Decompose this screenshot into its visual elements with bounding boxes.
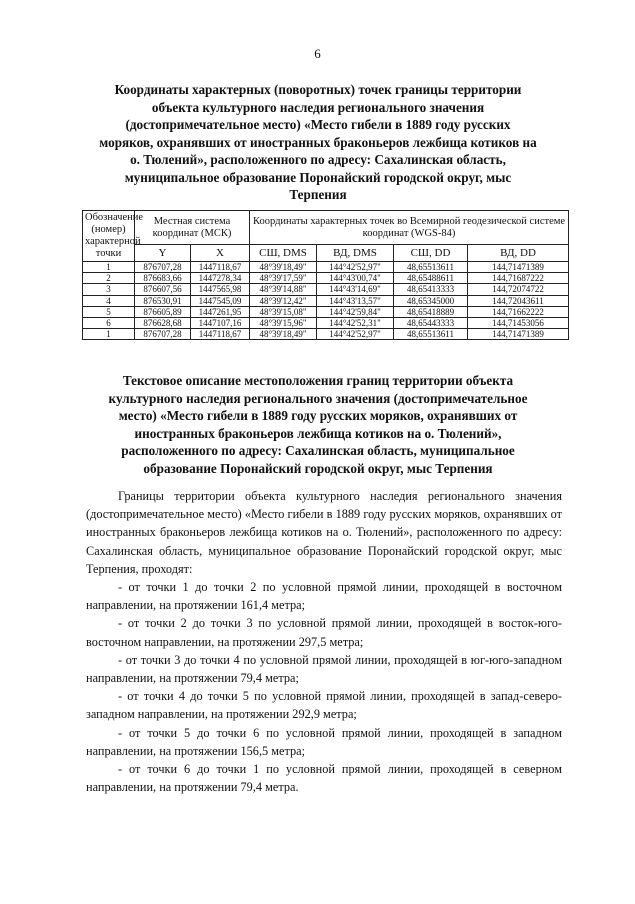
cell-lat-dms: 48°39'14,88" bbox=[250, 284, 317, 295]
boundary-segment: - от точки 3 до точки 4 по условной прямой линии, проходящей в юг-юго-западном направлении, на протяжении 79,4 метра; bbox=[86, 652, 562, 686]
heading-line: Терпения bbox=[289, 187, 347, 202]
cell-x: 876707,28 bbox=[135, 262, 191, 273]
subheader-y: X bbox=[191, 245, 250, 262]
subheader-lon-dd: ВД, DD bbox=[468, 245, 569, 262]
cell-lat-dd: 48,65413333 bbox=[394, 284, 468, 295]
cell-lat-dms: 48°39'12,42" bbox=[250, 295, 317, 306]
subheader-lon-dms: ВД, DMS bbox=[317, 245, 394, 262]
page-number: 6 bbox=[314, 46, 321, 61]
table-row bbox=[83, 273, 569, 284]
cell-y: 1447545,09 bbox=[191, 295, 250, 306]
subheader-lat-dms: СШ, DMS bbox=[250, 245, 317, 262]
cell-lon-dms: 144°43'00,74" bbox=[317, 273, 394, 284]
cell-lon-dd: 144,71471389 bbox=[468, 329, 569, 340]
boundary-segment: - от точки 2 до точки 3 по условной прямой линии, проходящей в восток-юго-восточном направлении, на протяжении 297,5 метра; bbox=[86, 616, 562, 649]
heading-line: место) «Место гибели в 1889 году русских моряков, охранявших от bbox=[118, 408, 518, 423]
boundary-segment: - от точки 6 до точки 1 по условной прямой линии, проходящей в северном направлении, на протяжении 79,4 метра. bbox=[86, 762, 562, 795]
boundary-segment: - от точки 1 до точки 2 по условной прямой линии, проходящей в восточном направлении, на протяжении 161,4 метра; bbox=[86, 580, 562, 613]
cell-lon-dd: 144,71662222 bbox=[468, 306, 569, 317]
cell-point: 5 bbox=[83, 306, 135, 317]
cell-y: 1447565,98 bbox=[191, 284, 250, 295]
heading-line: иностранных браконьеров лежбища котиков на о. Тюлений», bbox=[134, 425, 502, 441]
cell-point: 1 bbox=[83, 329, 135, 340]
text-description-heading bbox=[78, 372, 558, 477]
boundary-description bbox=[86, 487, 562, 796]
cell-x: 876683,66 bbox=[135, 273, 191, 284]
cell-lat-dd: 48,65488611 bbox=[394, 273, 468, 284]
cell-lon-dd: 144,71471389 bbox=[468, 262, 569, 273]
coordinates-table bbox=[82, 210, 569, 340]
cell-lat-dms: 48°39'15,08" bbox=[250, 306, 317, 317]
cell-point: 2 bbox=[83, 273, 135, 284]
cell-lon-dd: 144,71687222 bbox=[468, 273, 569, 284]
cell-lat-dd: 48,65418889 bbox=[394, 306, 468, 317]
cell-y: 1447107,16 bbox=[191, 318, 250, 329]
cell-point: 4 bbox=[83, 295, 135, 306]
cell-lon-dd: 144,71453056 bbox=[468, 318, 569, 329]
header-point-designation: Обозначение (номер) характерной точки bbox=[83, 211, 135, 262]
cell-x: 876607,56 bbox=[135, 284, 191, 295]
subheader-lat-dd: СШ, DD bbox=[394, 245, 468, 262]
cell-lon-dd: 144,72043611 bbox=[468, 295, 569, 306]
boundary-segment: - от точки 5 до точки 6 по условной прямой линии, проходящей в западном направлении, на протяжении 156,5 метра; bbox=[86, 725, 562, 758]
cell-lon-dms: 144°43'13,57" bbox=[317, 295, 394, 306]
cell-lon-dms: 144°42'52,31" bbox=[317, 318, 394, 329]
table-row bbox=[83, 295, 569, 306]
table-row bbox=[83, 329, 569, 340]
cell-point: 1 bbox=[83, 262, 135, 273]
cell-y: 1447278,34 bbox=[191, 273, 250, 284]
cell-lon-dms: 144°42'52,97" bbox=[317, 262, 394, 273]
cell-lat-dms: 48°39'18,49" bbox=[250, 329, 317, 340]
cell-x: 876605,89 bbox=[135, 306, 191, 317]
cell-lat-dms: 48°39'18,49" bbox=[250, 262, 317, 273]
heading-line: муниципальное образование Поронайский городской округ, мыс bbox=[124, 169, 512, 185]
cell-lon-dd: 144,72074722 bbox=[468, 284, 569, 295]
cell-y: 1447261,95 bbox=[191, 306, 250, 317]
table-header-row bbox=[83, 211, 569, 245]
cell-lat-dms: 48°39'15,96" bbox=[250, 318, 317, 329]
boundary-segment: - от точки 4 до точки 5 по условной прямой линии, проходящей в запад-северо-западном направлении, на протяжении 292,9 метра; bbox=[86, 689, 562, 722]
heading-line: культурного наследия регионального значения (достопримечательное bbox=[108, 390, 528, 406]
intro-paragraph: Границы территории объекта культурного наследия регионального значения (достопримечательное место) «Место гибели в 1889 году русских моряков, охранявших от иностранных браконьеров лежбища котиков на о. Тюлений», расположенного по адресу: Сахалинская область, муниципальное образование Поронайский городской округ, мыс Терпения, проходят: bbox=[86, 489, 562, 576]
cell-point: 6 bbox=[83, 318, 135, 329]
cell-lat-dd: 48,65513611 bbox=[394, 329, 468, 340]
cell-lat-dd: 48,65513611 bbox=[394, 262, 468, 273]
heading-line: о. Тюлений», расположенного по адресу: Сахалинская область, bbox=[130, 152, 506, 167]
table-row bbox=[83, 284, 569, 295]
table-subheader-row bbox=[83, 245, 569, 262]
table-row bbox=[83, 306, 569, 317]
cell-lon-dms: 144°42'59,84" bbox=[317, 306, 394, 317]
coordinates-heading bbox=[78, 81, 558, 204]
header-wgs84: Координаты характерных точек во Всемирной геодезической системе координат (WGS-84) bbox=[250, 211, 569, 245]
cell-y: 1447118,67 bbox=[191, 329, 250, 340]
cell-x: 876628,68 bbox=[135, 318, 191, 329]
heading-line: Текстовое описание местоположения границ территории объекта bbox=[122, 373, 514, 388]
heading-line: Координаты характерных (поворотных) точек границы территории bbox=[114, 82, 522, 97]
subheader-x: Y bbox=[135, 245, 191, 262]
cell-lon-dms: 144°42'52,97" bbox=[317, 329, 394, 340]
cell-y: 1447118,67 bbox=[191, 262, 250, 273]
cell-lat-dd: 48,65443333 bbox=[394, 318, 468, 329]
heading-line: образование Поронайский городской округ, мыс Терпения bbox=[143, 460, 493, 476]
heading-line: моряков, охранявших от иностранных браконьеров лежбища котиков на bbox=[99, 134, 537, 150]
cell-lat-dd: 48,65345000 bbox=[394, 295, 468, 306]
cell-lat-dms: 48°39'17,59" bbox=[250, 273, 317, 284]
table-row bbox=[83, 318, 569, 329]
cell-x: 876530,91 bbox=[135, 295, 191, 306]
heading-line: объекта культурного наследия регионального значения bbox=[151, 99, 485, 115]
cell-lon-dms: 144°43'14,69" bbox=[317, 284, 394, 295]
header-local-system: Местная система координат (МСК) bbox=[135, 211, 250, 245]
heading-line: (достопримечательное место) «Место гибели в 1889 году русских bbox=[125, 117, 511, 132]
heading-line: расположенного по адресу: Сахалинская область, муниципальное bbox=[121, 443, 515, 458]
cell-x: 876707,28 bbox=[135, 329, 191, 340]
table-row bbox=[83, 262, 569, 273]
cell-point: 3 bbox=[83, 284, 135, 295]
